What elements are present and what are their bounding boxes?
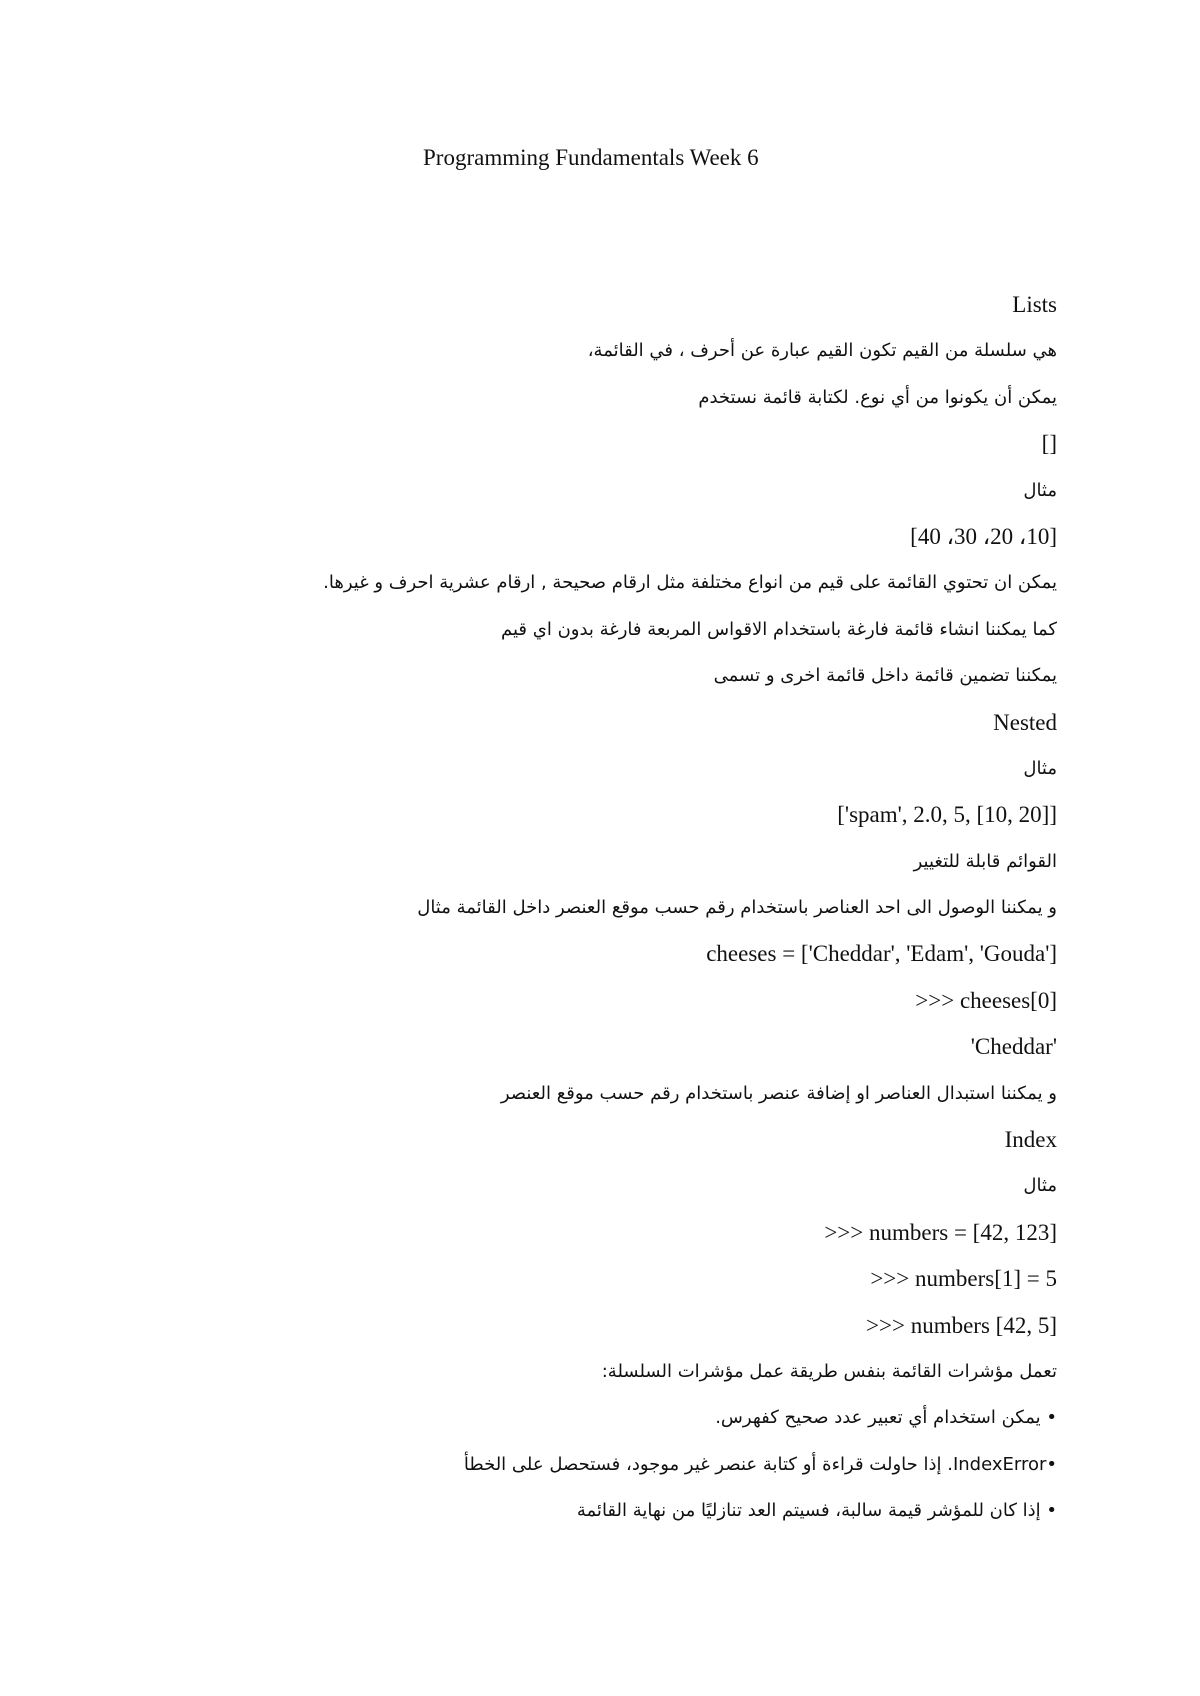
code-line: ['spam', 2.0, 5, [10, 20]]: [837, 802, 1057, 828]
heading-index: Index: [1004, 1127, 1057, 1153]
code-line: 'Cheddar': [970, 1034, 1057, 1060]
heading-nested: Nested: [993, 709, 1057, 735]
example-label: مثال: [1023, 757, 1057, 779]
text-line: كما يمكننا انشاء قائمة فارغة باستخدام الاقواس المربعة فارغة بدون اي قيم: [501, 618, 1057, 640]
code-line: >>> numbers = [42, 123]: [824, 1219, 1057, 1245]
example-label: مثال: [1023, 479, 1057, 501]
text-line: و يمكننا الوصول الى احد العناصر باستخدام رقم حسب موقع العنصر داخل القائمة مثال: [417, 897, 1057, 919]
text-line: يمكن أن يكونوا من أي نوع. لكتابة قائمة نستخدم: [698, 386, 1057, 408]
bullet-item: •IndexError. إذا حاولت قراءة أو كتابة عنصر غير موجود، فستحصل على الخطأ: [463, 1453, 1057, 1475]
bullet-item: • يمكن استخدام أي تعبير عدد صحيح كفهرس.: [715, 1407, 1057, 1429]
document-body: [57, 282, 1057, 1535]
text-line: يمكن ان تحتوي القائمة على قيم من انواع مختلفة مثل ارقام صحيحة , ارقام عشرية احرف و غيرها.: [323, 572, 1057, 594]
code-line: >>> numbers[1] = 5: [870, 1266, 1057, 1292]
text-line: تعمل مؤشرات القائمة بنفس طريقة عمل مؤشرات السلسلة:: [601, 1360, 1057, 1382]
code-line: >>> numbers [42, 5]: [866, 1312, 1057, 1338]
code-line: cheeses = ['Cheddar', 'Edam', 'Gouda']: [706, 941, 1057, 967]
text-line: يمكننا تضمين قائمة داخل قائمة اخرى و تسمى: [713, 665, 1057, 687]
text-line: القوائم قابلة للتغيير: [913, 850, 1057, 872]
code-line: [40 ،30 ،20 ،10]: [910, 523, 1057, 549]
example-label: مثال: [1023, 1175, 1057, 1197]
bullet-item: • إذا كان للمؤشر قيمة سالبة، فسيتم العد تنازليًا من نهاية القائمة: [576, 1500, 1057, 1522]
code-line: []: [1041, 431, 1057, 457]
heading-lists: Lists: [1012, 292, 1057, 317]
text-line: و يمكننا استبدال العناصر او إضافة عنصر باستخدام رقم حسب موقع العنصر: [500, 1082, 1057, 1104]
document-title: Programming Fundamentals Week 6: [423, 145, 759, 170]
text-line: هي سلسلة من القيم تكون القيم عبارة عن أحرف ، في القائمة،: [587, 340, 1057, 362]
code-line: >>> cheeses[0]: [915, 987, 1057, 1013]
